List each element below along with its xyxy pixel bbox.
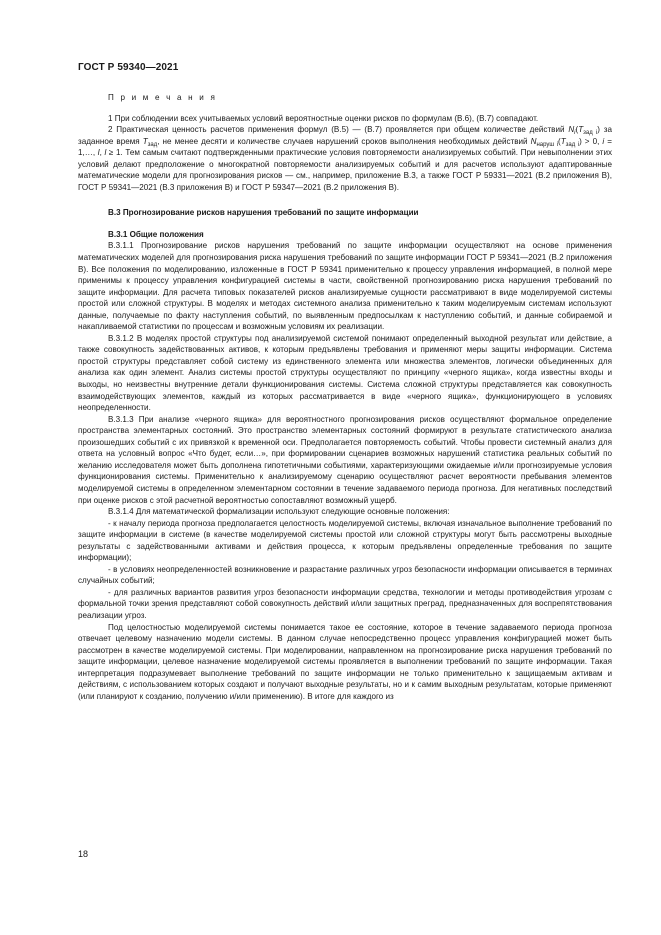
- list-item: - в условиях неопределенностей возникновение и разрастание различных угроз безопасности информации описывается в терминах случайных событий;: [78, 564, 612, 586]
- paragraph-integrity: Под целостностью моделируемой системы понимается такое ее состояние, которое в течение задаваемого периода прогноза отвечает целевому назначению модели системы. В данном случае непосредственно процесс управления конфигурацией может быть рассмотрен в качестве моделируемой системы. При моделировании, направленном на прогнозирование риска нарушения требований по защите информации, целевое назначение моделируемой системы проявляется в выполнении требований по защите информации. Такая интерпретация подразумевает выполнение требований по защите информации не только применительно к защищаемым активам и действиям, с использованием которых создают и получают выходные результаты, но и к самим выходным результатам, которые применяют (или планируют к созданию, получению и/или применению). В итоге для каждого из: [78, 622, 612, 701]
- note-1: 1 При соблюдении всех учитываемых условий вероятностные оценки рисков по формулам (В.6), (В.7) совпадают.: [108, 113, 539, 123]
- note-2: 2 Практическая ценность расчетов применения формул (В.5) — (В.7) проявляется при общем количестве действий $N_i(T_{зад i})$ за заданное время $T_{зад}$, не менее десяти и количестве случаев нарушений сроков выполнения необходимых действий $N_{наруш i}(T_{зад i}) > 0$, i = 1,…, l, l ≥ 1. Тем самым считают подтвержденными практические условия повторяемости анализируемых событий. При невыполнении этих условий делают предположение о многократной повторяемости анализируемых событий и для расчетов используют адаптированные математические модели для прогнозирования рисков — см., например, приложение В.3, а также ГОСТ Р 59331—2021 (В.2 приложения В), ГОСТ Р 59341—2021 (В.3 приложения В) и ГОСТ Р 59347—2021 (В.2 приложения В).: [78, 125, 613, 192]
- paragraph-3-1-3: В.3.1.3 При анализе «черного ящика» для вероятностного прогнозирования рисков осуществляют формальное определение пространства элементарных состояний. Это пространство элементарных состояний формируют в результате статистического анализа произошедших событий с их привязкой к временной оси. Предполагается повторяемость событий. Чтобы провести системный анализ для ответа на условный вопрос «Что будет, если…», при формировании сценариев возможных нарушений статистика реальных событий по желанию исследователя может быть дополнена гипотетичными событиями, характеризующими ожидаемые и/или прогнозируемые условия функционирования системы. Применительно к анализируемому сценарию осуществляют расчет вероятности пребывания элементов моделируемой системы в определенном элементарном состоянии в течение задаваемого периода прогноза. Для негативных последствий при оценке рисков с этой расчетной вероятностью сопоставляют возможный ущерб.: [78, 414, 612, 505]
- paragraph-3-1-4: В.3.1.4 Для математической формализации используют следующие основные положения:: [108, 507, 450, 517]
- page-number: 18: [78, 849, 89, 859]
- section-title: В.3 Прогнозирование рисков нарушения требований по защите информации: [108, 208, 419, 218]
- list-item: - для различных вариантов развития угроз безопасности информации средства, технологии и методы противодействия угрозам с формальной точки зрения представляют собой совокупность действий и/или защитных преград, предназначенных для воспрепятствования реализации угроз.: [78, 587, 612, 620]
- notes-title: П р и м е ч а н и я: [108, 93, 218, 102]
- list-item: - к началу периода прогноза предполагается целостность моделируемой системы, включая изначальное выполнение требований по защите информации в системе (в качестве моделируемой системы простой или сложной структуры могут быть рассмотрены выходные результаты с задействованными активами и действия процесса, к которым предъявлены определенные требования по защите информации);: [78, 518, 612, 563]
- paragraph-3-1-2: В.3.1.2 В моделях простой структуры под анализируемой системой понимают определенный выходной результат или действие, а также совокупность задействованных активов, к которым предъявлены требования и применяют меры защиты информации. Система простой структуры представляет собой систему из единственного элемента или множества элементов, логически объединенных для анализа как один элемент. Анализ системы простой структуры осуществляют по принципу «черного ящика», когда известны входы и выходы, но неизвестны внутренние детали функционирования системы. Система сложной структуры представляется как совокупность взаимодействующих элементов, каждый из которых рассматривается в виде «черного ящика», функционирующего в условиях неопределенности.: [78, 333, 612, 413]
- document-body: [78, 92, 612, 702]
- subsection-title: В.3.1 Общие положения: [108, 229, 204, 239]
- document-header: ГОСТ Р 59340—2021: [78, 62, 179, 73]
- paragraph-3-1-1: В.3.1.1 Прогнозирование рисков нарушения требований по защите информации осуществляют на основе применения математических моделей для прогнозирования риска нарушения требований по защите информации ГОСТ Р 59341—2021 (В.2 приложения В). Все положения по моделированию, изложенные в ГОСТ Р 59341 применительно к процессу управления информацией, в полной мере применимы к процессу управления конфигурацией системы в части, свойственной прогнозированию риска нарушения требований по защите информации. Для расчета типовых показателей рисков анализируемые сущности рассматривают в виде моделируемой системы простой или сложной структуры. В моделях и методах системного анализа применительно к таким моделируемым системам используют данные, получаемые по факту наступления событий, по выявленным предпосылкам к наступлению событий, и данные собираемой и накапливаемой статистики по процессам и возможным условиям их реализации.: [78, 241, 612, 332]
